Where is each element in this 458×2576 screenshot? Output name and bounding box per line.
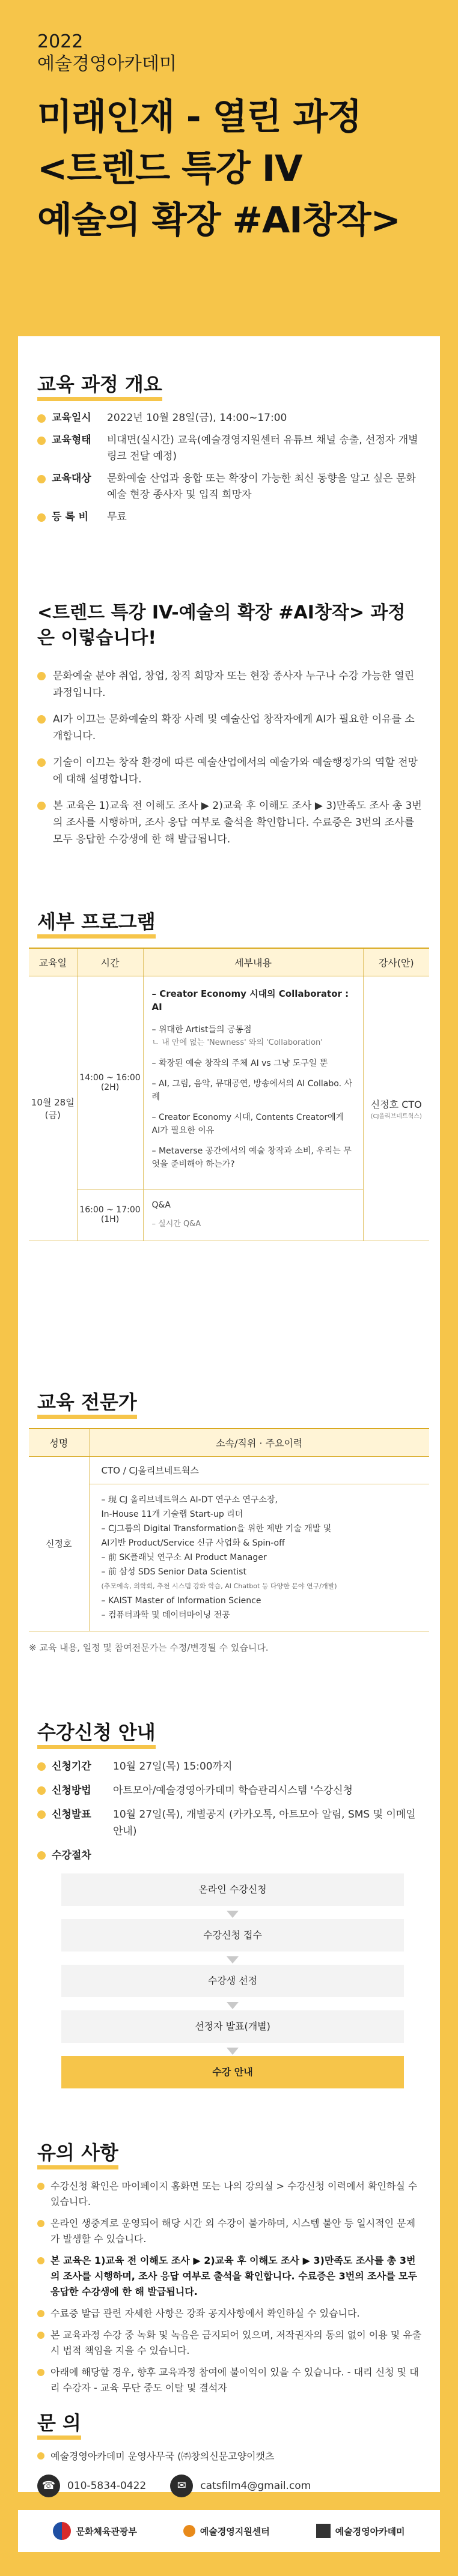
- arrow-down-icon: [227, 1911, 239, 1918]
- registration-section: [37, 1717, 422, 2102]
- step: 온라인 수강신청: [61, 1873, 404, 1906]
- program-section: [29, 907, 429, 1241]
- th-name: 성명: [29, 1429, 89, 1456]
- bullet-icon: [37, 414, 46, 423]
- note-item: 수료증 발급 관련 자세한 사항은 강좌 공지사항에서 확인하실 수 있습니다.: [37, 2306, 422, 2321]
- intro-item: 기술이 이끄는 창작 환경에 따른 예술산업에서의 예술가와 예술행정가의 역할 전망에 대해 설명합니다.: [37, 754, 422, 788]
- program-date: 10월 28일 (금): [29, 976, 77, 1241]
- bullet-icon: [37, 1810, 46, 1819]
- note-item: 아래에 해당할 경우, 향후 교육과정 참여에 불이익이 있을 수 있습니다. - 대리 신청 및 대리 수강자 - 교육 무단 중도 이탈 및 결석자: [37, 2365, 422, 2396]
- bullet-icon: [37, 1786, 46, 1795]
- registration-title: 수강신청 안내: [37, 1717, 422, 1745]
- expert-note: ※ 교육 내용, 일정 및 참여전문가는 수정/변경될 수 있습니다.: [29, 1642, 269, 1653]
- arrow-down-icon: [227, 1956, 239, 1964]
- expert-title: 교육 전문가: [37, 1387, 429, 1415]
- reg-row: 수강절차: [37, 1847, 422, 1864]
- session2-content: Q&A – 실시간 Q&A: [143, 1189, 363, 1241]
- registration-steps: [61, 1873, 404, 2088]
- footer-logos: [18, 2510, 440, 2552]
- contact-email[interactable]: catsfilm4@gmail.com: [200, 2480, 311, 2492]
- step: 수강신청 접수: [61, 1919, 404, 1952]
- bullet-icon: [37, 2452, 44, 2460]
- expert-name: 신정호: [29, 1456, 89, 1631]
- taeguk-icon: [53, 2522, 71, 2540]
- contact-section: [37, 2408, 422, 2497]
- program-table: [29, 948, 429, 1241]
- hero: [0, 0, 458, 336]
- intro-item: AI가 이끄는 문화예술의 확장 사례 및 예술산업 창작자에게 AI가 필요한 이유를 소개합니다.: [37, 711, 422, 745]
- hero-title-2: <트렌드 특강 IV: [37, 148, 302, 190]
- bullet-icon: [37, 475, 46, 483]
- logo-center: 예술경영지원센터: [183, 2525, 270, 2538]
- th-content: 세부내용: [143, 948, 363, 976]
- expert-section: [29, 1387, 429, 1654]
- overview-section: [37, 369, 422, 531]
- reg-row: 신청발표 10월 27일(목), 개별공지 (카카오톡, 아트모아 알림, SMS 및 이메일 안내): [37, 1806, 422, 1840]
- contact-title: 문 의: [37, 2408, 422, 2435]
- reg-row: 신청방법 아트모아/예술경영아카데미 학습관리시스템 '수강신청: [37, 1782, 422, 1799]
- step: 수강생 선정: [61, 1965, 404, 1997]
- step-final: 수강 안내: [61, 2056, 404, 2088]
- note-item: 수강신청 확인은 마이페이지 홈화면 또는 나의 강의실 > 수강신청 이력에서 확인하실 수 있습니다.: [37, 2178, 422, 2210]
- session2-time: 16:00 ~ 17:00 (1H): [77, 1189, 143, 1241]
- intro-section: [37, 600, 422, 857]
- hero-title-1: 미래인재 - 열린 과정: [37, 96, 362, 138]
- contact-org: 예술경영아카데미 운영사무국 (㈜창의신문고양이캣츠: [37, 2449, 422, 2463]
- intro-item: 문화예술 분야 취업, 창업, 창직 희망자 또는 현장 종사자 누구나 수강 가능한 열린 과정입니다.: [37, 668, 422, 701]
- overview-title: 교육 과정 개요: [37, 369, 422, 397]
- email-icon: ✉: [170, 2475, 193, 2497]
- intro-heading: <트렌드 특강 IV-예술의 확장 #AI창작> 과정은 이렇습니다!: [37, 602, 406, 649]
- arrow-down-icon: [227, 2048, 239, 2055]
- bullet-icon: [37, 513, 46, 522]
- session1-content: – Creator Economy 시대의 Collaborator : AI – 위대한 Artist들의 공통점 ㄴ 내 안에 없는 'Newness' 와의 'Collaboration' – 확장된 예술 창작의 주체 AI vs 그냥 도구일 뿐 – AI, 그림, 음악, 뮤대공연, 방송에서의 AI Collabo. 사례 – Creator Economy 시대, Contents Creator에게 AI가 필요한 이유 – Metaverse 공간에서의 예술 창작과 소비, 우리는 무엇을 준비해야 하는가?: [143, 976, 363, 1189]
- reg-row: 신청기간 10월 27일(목) 15:00까지: [37, 1758, 422, 1775]
- overview-row: 등 록 비 무료: [37, 509, 422, 525]
- phone-icon: ☎: [37, 2475, 60, 2497]
- instructor: 신정호 CTO (CJ올리브네트웍스): [363, 976, 429, 1241]
- contact-phone[interactable]: 010-5834-0422: [67, 2480, 147, 2492]
- overview-row: 교육일시 2022년 10월 28일(금), 14:00~17:00: [37, 410, 422, 426]
- th-history: 소속/직위 · 주요이력: [89, 1429, 429, 1456]
- note-item: 본 교육과정 수강 중 녹화 및 녹음은 금지되어 있으며, 저작권자의 동의 없이 이용 및 유출 시 법적 책임을 지을 수 있습니다.: [37, 2327, 422, 2359]
- notes-title: 유의 사항: [37, 2138, 422, 2165]
- logo-academy: 예술경영아카데미: [316, 2524, 405, 2538]
- hero-title-3: 예술의 확장 #AI창작>: [37, 199, 400, 241]
- logo-mcst: 문화체육관광부: [53, 2522, 136, 2540]
- bullet-icon: [37, 437, 46, 445]
- expert-table: [29, 1428, 429, 1631]
- overview-row: 교육대상 문화예술 산업과 융합 또는 확장이 가능한 최신 동향을 알고 싶은 문화예술 현장 종사자 및 입직 희망자: [37, 471, 422, 503]
- arrow-down-icon: [227, 2002, 239, 2009]
- academy-logo-icon: [316, 2524, 331, 2538]
- notes-section: [37, 2138, 422, 2402]
- intro-item: 본 교육은 1)교육 전 이해도 조사 ▶ 2)교육 후 이해도 조사 ▶ 3)만족도 조사 총 3번의 조사를 시행하며, 조사 응답 여부로 출석을 확인합니다. 수료증은 3번의 조사를 모두 응답한 수강생에 한 해 발급됩니다.: [37, 797, 422, 848]
- th-time: 시간: [77, 948, 143, 976]
- th-instructor: 강사(안): [363, 948, 429, 976]
- step: 선정자 발표(개별): [61, 2010, 404, 2043]
- expert-position: CTO / CJ올리브네트웍스: [89, 1456, 429, 1484]
- overview-row: 교육형태 비대면(실시간) 교육(예술경영지원센터 유튜브 채널 송출, 선정자 개별 링크 전달 예정): [37, 432, 422, 465]
- hero-org: 예술경영아카데미: [37, 53, 177, 74]
- program-title: 세부 프로그램: [37, 907, 429, 934]
- th-date: 교육일: [29, 948, 77, 976]
- note-item: 온라인 생중계로 운영되어 해당 시간 외 수강이 불가하며, 시스템 불안 등 일시적인 문제가 발생할 수 있습니다.: [37, 2216, 422, 2247]
- bullet-icon: [37, 1851, 46, 1860]
- session1-time: 14:00 ~ 16:00 (2H): [77, 976, 143, 1189]
- expert-history: – 現 CJ 올리브네트웍스 AI-DT 연구소 연구소장, In-House 11개 기술랩 Start-up 리더 – CJ그룹의 Digital Transformation을 위한 제반 기술 개발 및 AI기반 Product/Service 신규 사업화 & Spin-off – 前 SK플래닛 연구소 AI Product Manager – 前 삼성 SDS Senior Data Scientist (추모에속, 의학회, 추천 시스템 강화 학습, AI Chatbot 등 다양한 분야 연구/개발) – KAIST Master of Information Science – 컴퓨터과학 및 데이터마이닝 전공: [89, 1484, 429, 1631]
- center-logo-icon: [183, 2525, 195, 2537]
- bullet-icon: [37, 1762, 46, 1771]
- note-item: 본 교육은 1)교육 전 이해도 조사 ▶ 2)교육 후 이해도 조사 ▶ 3)만족도 조사를 총 3번의 조사를 시행하며, 조사 응답 여부로 출석을 확인합니다. 수료증은 3번의 조사를 모두 응답한 수강생에 한 해 발급됩니다.: [37, 2253, 422, 2300]
- hero-year: 2022: [37, 31, 84, 52]
- contact-line: [37, 2475, 422, 2497]
